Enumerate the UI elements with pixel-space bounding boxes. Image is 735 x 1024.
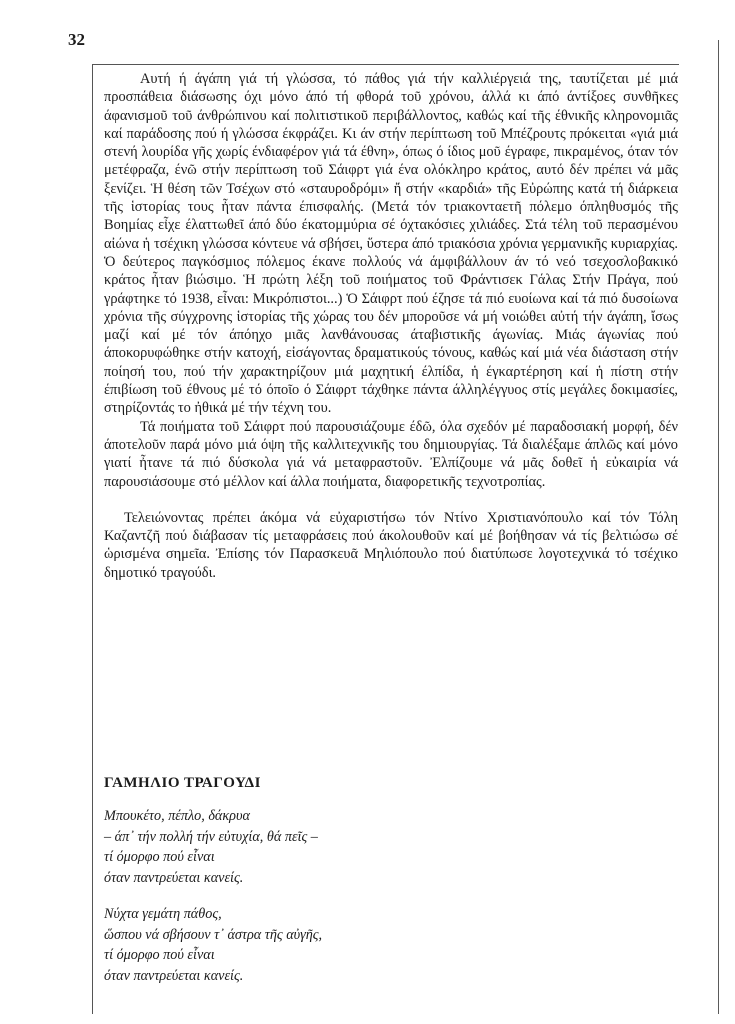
page-number: 32 bbox=[68, 30, 85, 49]
poem-line: όταν παντρεύεται κανείς. bbox=[104, 967, 244, 984]
paragraph-3: Τελειώνοντας πρέπει άκόμα νά εὐχαριστήσω τόν Ντίνο Χριστιανόπουλο καί τόν Τόλη Καζαντζῆ πού διάβασαν τίς μεταφράσεις πού άκολουθοῦν καί μέ βοήθησαν νά τίς βελτιώσω σέ ὡρισμένα σημεῖα. Ἐπίσης τόν Παρασκευᾶ Μηλιόπουλο πού διατύπωσε λογοτεχνικά τό τσέχικο δημοτικό τραγούδι. bbox=[104, 509, 678, 581]
page-edge-line bbox=[718, 40, 719, 1014]
poem-stanza-2 bbox=[104, 904, 322, 986]
poem-stanza-1 bbox=[104, 806, 318, 888]
body-text bbox=[104, 70, 678, 582]
poem-line: τί όμορφο πού εἶναι bbox=[104, 947, 215, 964]
poem-line: όταν παντρεύεται κανείς. bbox=[104, 869, 244, 886]
paragraph-2: Τά ποιήματα τοῦ Σάιφρτ πού παρουσιάζουμε έδῶ, όλα σχεδόν μέ παραδοσιακή μορφή, δέν άποτελοῦν παρά μόνο μιά όψη τῆς καλλιτεχνικῆς του δημιουργίας. Τά διαλέξαμε άπλῶς καί μόνο γιατί ἦτανε τά πιό δύσκολα γιά νά μεταφραστοῦν. Ἐλπίζουμε νά μᾶς δοθεῖ ἡ εὐκαιρία νά παρουσιάσουμε στό μέλλον καί άλλα ποιήματα, διαφορετικῆς τεχνοτροπίας. bbox=[104, 418, 678, 490]
poem-title: ΓΑΜΗΛΙΟ ΤΡΑΓΟΥΔΙ bbox=[104, 775, 261, 791]
poem-line: ὥσπου νά σβήσουν τ᾽ άστρα τῆς αὐγῆς, bbox=[104, 926, 323, 943]
poem-line: – άπ᾽ τήν πολλή τήν εὐτυχία, θά πεῖς – bbox=[104, 828, 318, 845]
poem-line: Νύχτα γεμάτη πάθος, bbox=[104, 906, 222, 922]
poem-line: τί όμορφο πού εἶναι bbox=[104, 849, 215, 866]
poem-line: Μπουκέτο, πέπλο, δάκρυα bbox=[104, 808, 250, 824]
paragraph-1: Αυτή ή άγάπη γιά τή γλώσσα, τό πάθος γιά τήν καλλιέργειά της, ταυτίζεται μέ μιά προσπάθεια διάσωσης όχι μόνο άπό τή φθορά τοῦ χρόνου, άλλά κι άπό άντίξοες συνθῆκες άφανισμοῦ τοῦ άνθρώπινου καί πολιτιστικοῦ περιβάλλοντος, καθώς καί τῆς έθνικῆς κληρονομιᾶς καί παράδοσης πού ή γλώσσα έκφράζει. Κι άν στήν περίπτωση τοῦ Μπέζρουτς πρόκειται «γιά μιά στενή λουρίδα γῆς χωρίς ένδιαφέρον γιά τά έθνη», όπως ό ίδιος μοῦ έγραφε, πικραμένος, όταν τόν μετέφραζα, ένῶ στήν περίπτωση τοῦ Σάιφρτ γιά ένα ολόκληρο κράτος, αυτό δέν πρέπει νά μᾶς ξενίζει. Ἡ θέση τῶν Τσέχων στό «σταυροδρόμι» ἤ στήν «καρδιά» τῆς Εὐρώπης κατά τή διάρκεια τῆς ἱστορίας τους ἦταν πάντα έπισφαλής. (Μετά τόν τριακονταετῆ πόλεμο όπληθυσμός τῆς Βοημίας εἶχε έλαττωθεῖ άπό δύο έκατομμύρια σέ όχτακόσιες χιλιάδες. Στά τέλη τοῦ περασμένου αἰώνα ἡ τσέχικη γλώσσα κόντευε νά σβήσει, ὕστερα άπό τριακόσια χρόνια γερμανικῆς κυριαρχίας. Ὁ δεύτερος παγκόσμιος πόλεμος έκανε πολλούς νά άμφιβάλλουν άν τό νεό τσεχοσλοβακικό κράτος ἦταν βιώσιμο. Ἡ πρώτη λέξη τοῦ ποιήματος τοῦ Φράντισεκ Γάλας Στήν Πράγα, πού γράφτηκε τό 1938, εἶναι: Μικρόπιστοι...) Ὁ Σάιφρτ πού έζησε τά πιό ευοίωνα καί τά πιό δυσοίωνα χρόνια τῆς σύγχρονης ἱστορίας τῆς χώρας του δέν μποροῦσε νά μή νοιώθει αὐτή τήν άγάπη, ἴσως μαζί καί μέ τόν άπόηχο μιᾶς λανθάνουσας άταβιστικῆς άγωνίας. Μιάς άγωνίας πού άποκορυφώθηκε στήν κατοχή, εἰσάγοντας δραματικούς τόνους, καθώς καί μιά νέα διάσταση στήν ποίησή του, πού τήν χαρακτηρίζουν μιά μαχητική έλπίδα, ἡ έγκαρτέρηση καί ἡ πίστη στήν έπιβίωση τοῦ έθνους μέ τό όποῖο ό Σάιφρτ τάχθηκε πάντα άλληλέγγυος στίς μεγάλες δοκιμασίες, στηρίζοντάς το ἠθικά μέ τήν τέχνη του. bbox=[104, 71, 678, 417]
